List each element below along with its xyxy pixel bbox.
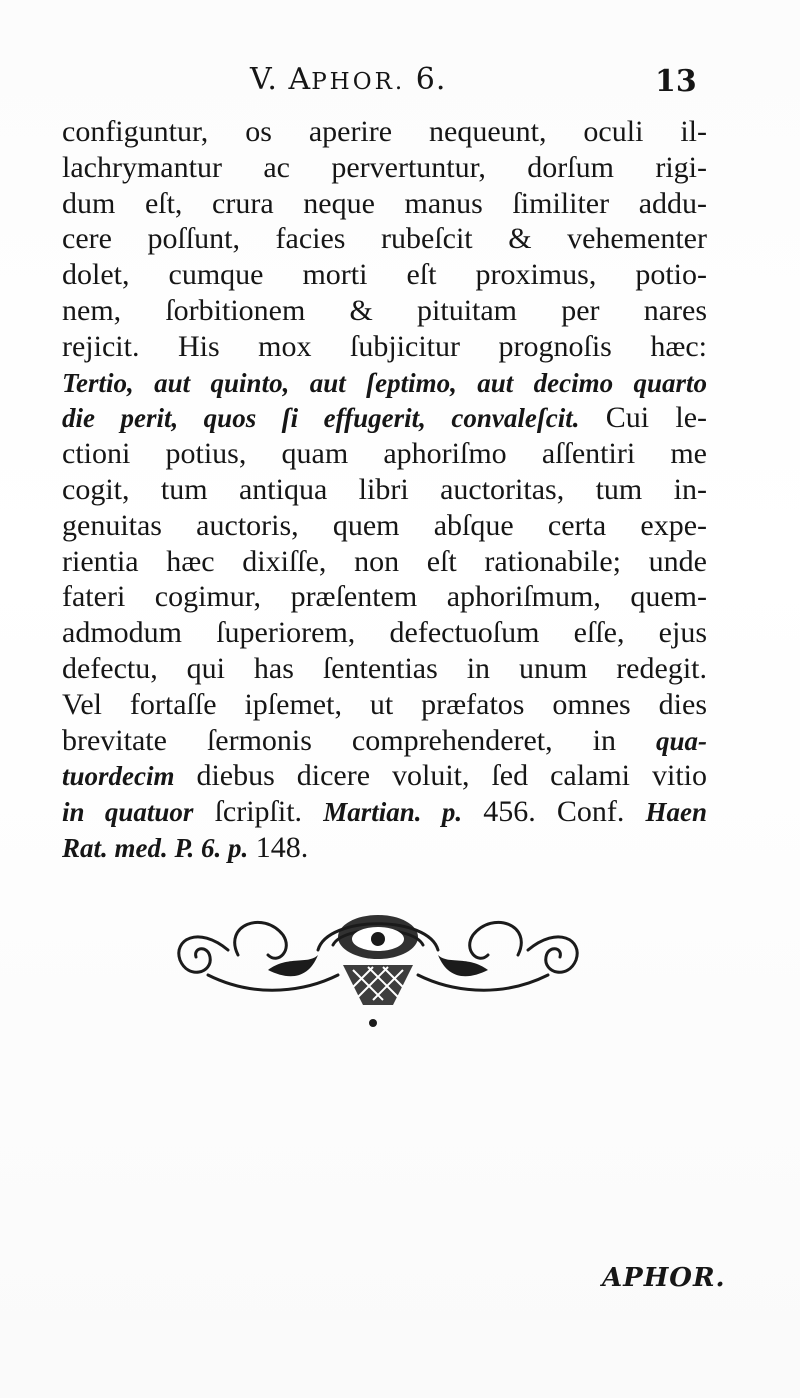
italic-run: qua- [655, 725, 707, 756]
text-line [62, 830, 707, 866]
page-number: 13 [655, 64, 697, 99]
text-run: admodum ſuperiorem, defectuoſum eſſe, ejus [62, 616, 707, 650]
text-line [62, 579, 707, 615]
running-header [0, 62, 800, 102]
italic-run: Tertio, aut quinto, aut ſeptimo, aut decimo quarto [62, 367, 707, 398]
text-run: ſcripſit. [193, 795, 324, 829]
italic-run: die perit, quos ſi effugerit, convaleſcit. [62, 403, 580, 434]
text-line [62, 651, 707, 687]
text-run: 148. [248, 830, 309, 864]
text-line [62, 400, 707, 436]
text-line [62, 508, 707, 544]
text-run: lachrymantur ac pervertuntur, dorſum rigi- [62, 150, 707, 184]
body-text [62, 114, 707, 866]
text-line [62, 150, 707, 186]
running-head-title [250, 62, 446, 97]
text-run: 456. Conf. [462, 795, 646, 829]
text-run: genuitas auctoris, quem abſque certa expe- [62, 508, 707, 542]
text-run: fateri cogimur, præſentem aphoriſmum, quem- [62, 580, 707, 614]
text-run: dolet, cumque morti eſt proximus, potio- [62, 258, 707, 292]
text-line [62, 436, 707, 472]
italic-run: Martian. p. [323, 797, 463, 828]
italic-run: Rat. med. P. 6. p. [62, 832, 249, 863]
italic-run: tuordecim [62, 761, 175, 792]
catchword: APHOR. [602, 1263, 726, 1293]
text-run: brevitate ſermonis comprehenderet, in [62, 723, 656, 757]
text-run: defectu, qui has ſententias in unum redegit. [62, 651, 707, 685]
italic-run: in quatuor [62, 797, 194, 828]
text-line [62, 221, 707, 257]
text-line [62, 186, 707, 222]
text-line [62, 687, 707, 723]
printers-ornament [168, 895, 588, 1030]
text-run: rejicit. His mox ſubjicitur prognoſis hæc: [62, 329, 707, 363]
text-line [62, 544, 707, 580]
text-line [62, 114, 707, 150]
text-line [62, 293, 707, 329]
chapter-number: V. [250, 62, 278, 97]
text-run: Cui le- [579, 401, 707, 435]
text-run: ctioni potius, quam aphoriſmo aſſentiri me [62, 437, 707, 471]
text-run: cogit, tum antiqua libri auctoritas, tum in- [62, 472, 707, 506]
text-run: diebus dicere voluit, ſed calami vitio [174, 759, 707, 793]
italic-run: Haen [645, 797, 707, 828]
text-line [62, 257, 707, 293]
text-run: configuntur, os aperire nequeunt, oculi il- [62, 115, 707, 148]
text-line [62, 758, 707, 794]
text-line [62, 329, 707, 365]
text-run: cere poſſunt, facies rubeſcit & vehementer [62, 222, 707, 256]
text-run: dum eſt, crura neque manus ſimiliter addu- [62, 186, 707, 220]
text-run: rientia hæc dixiſſe, non eſt rationabile; unde [62, 544, 707, 578]
text-line [62, 472, 707, 508]
text-run: Vel fortaſſe ipſemet, ut præfatos omnes dies [62, 687, 707, 721]
text-line [62, 365, 707, 401]
text-line [62, 794, 707, 830]
aphorism-number: 6. [415, 62, 447, 97]
text-line [62, 615, 707, 651]
text-run: nem, ſorbitionem & pituitam per nares [62, 293, 707, 327]
text-line [62, 723, 707, 759]
aphorism-label: APHOR. [288, 62, 406, 97]
